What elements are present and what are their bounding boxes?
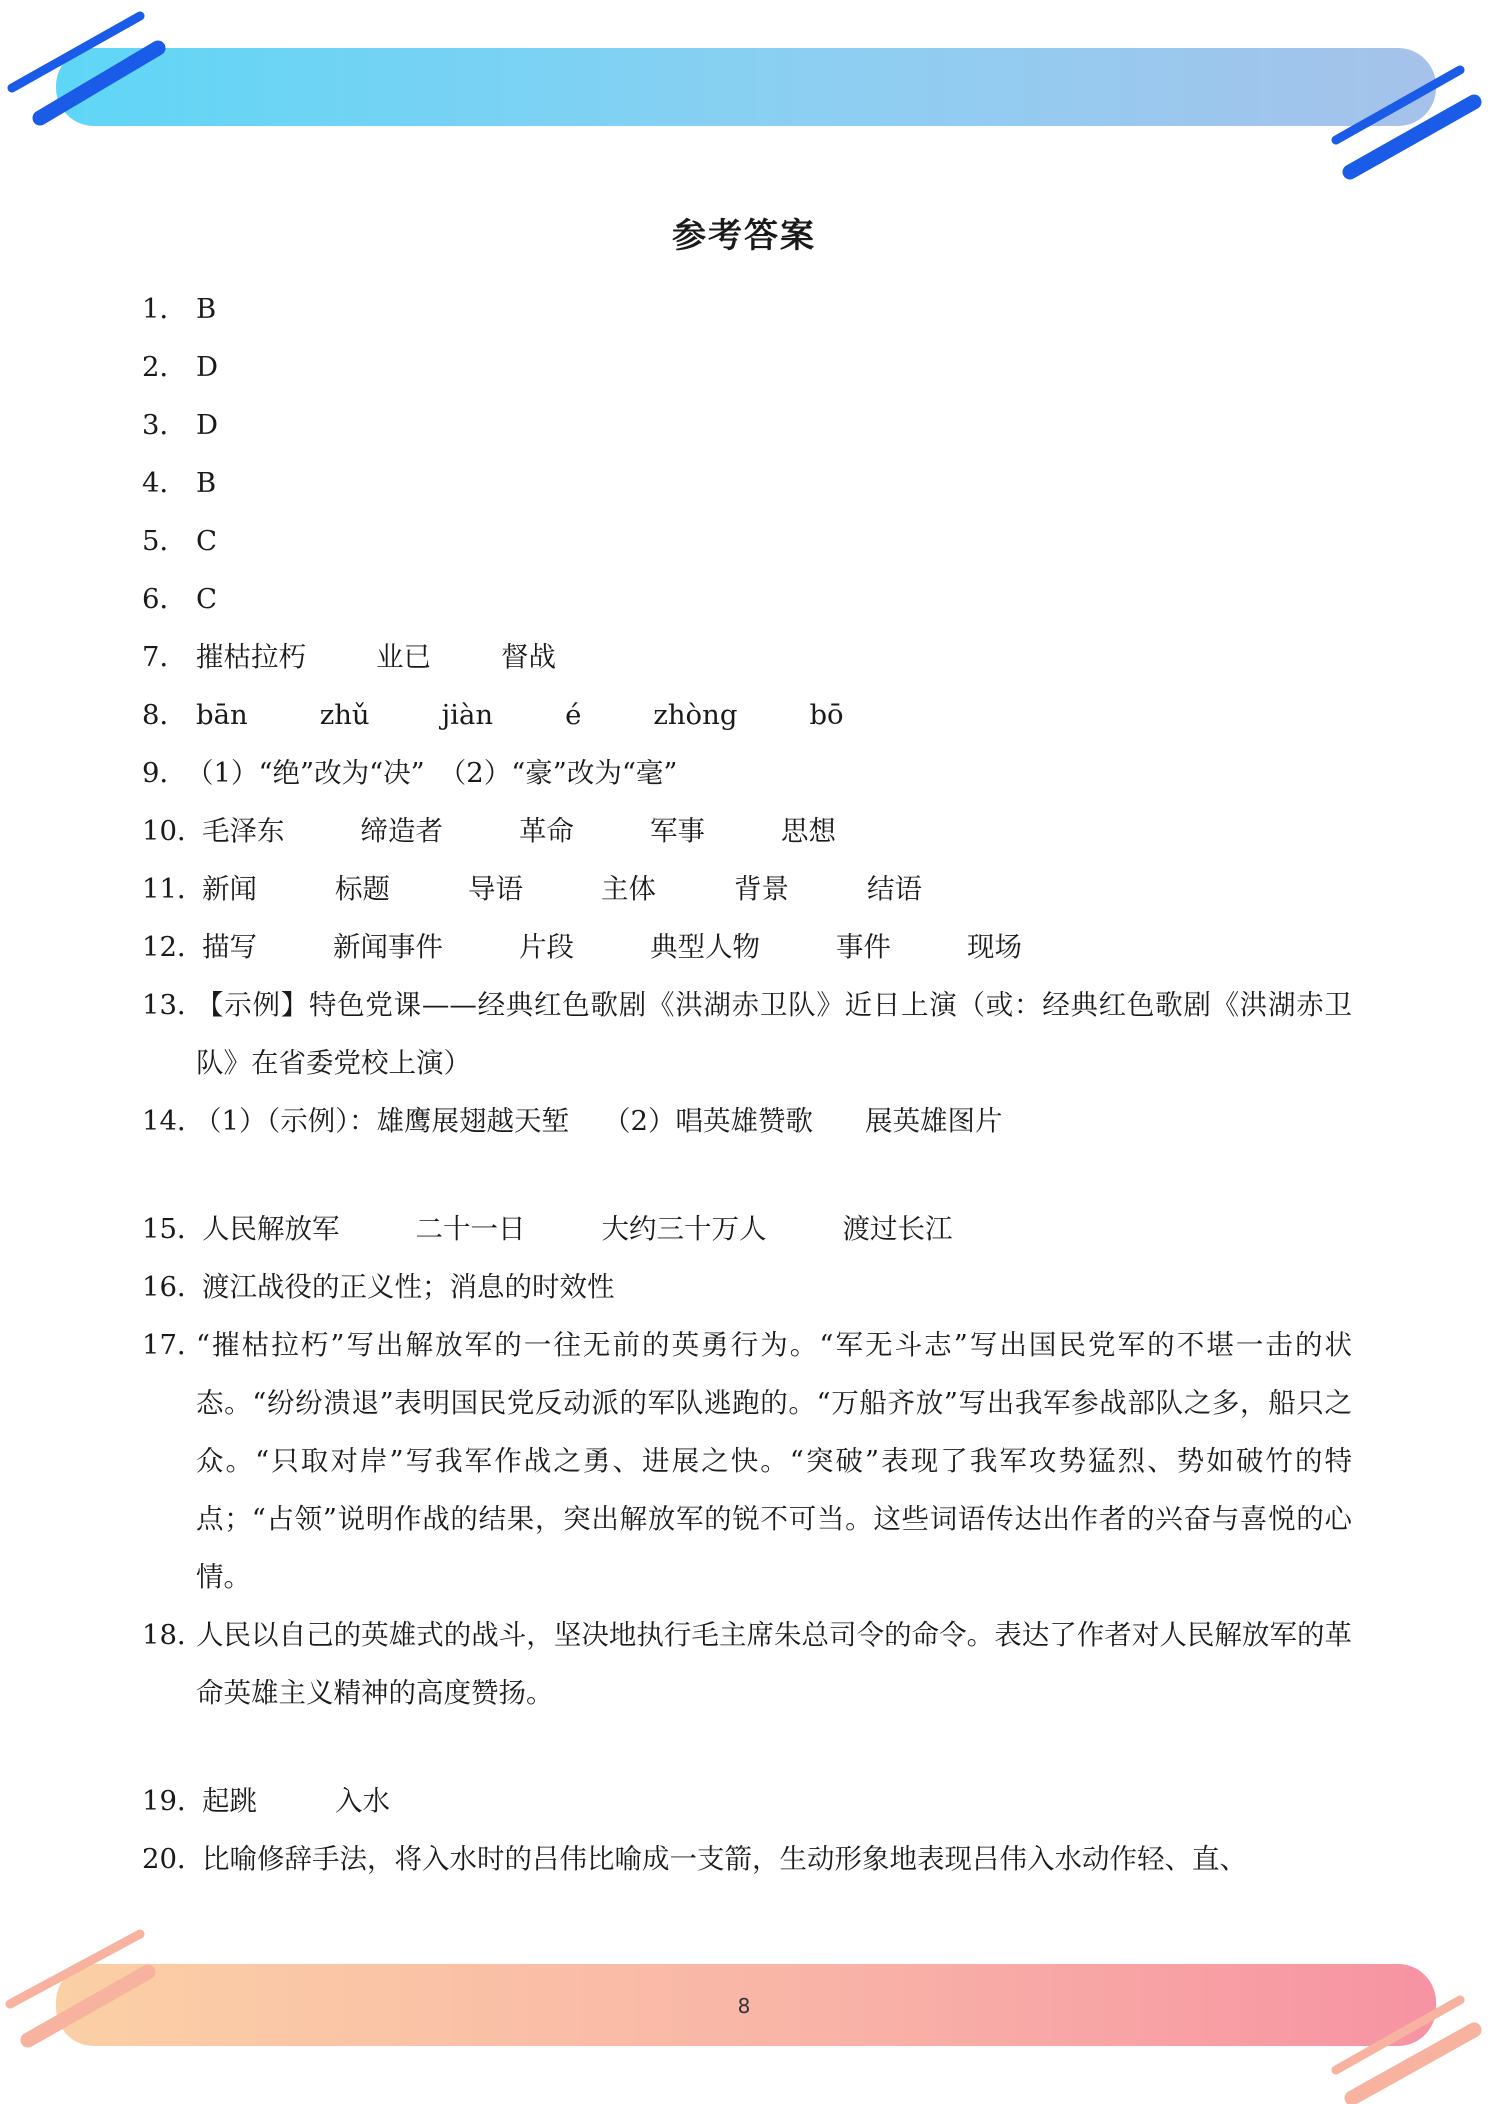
- answer-text: 二十一日: [415, 1213, 526, 1245]
- answer-text: D: [196, 351, 219, 383]
- answer-text: 入水: [335, 1785, 390, 1817]
- answer-text: C: [196, 583, 218, 615]
- answer-row: [142, 628, 1352, 686]
- answer-text: 展英雄图片: [865, 1105, 1003, 1137]
- answer-row: [142, 1200, 1352, 1258]
- answer-number: 16．: [142, 1271, 205, 1303]
- answer-row: [142, 976, 1352, 1092]
- page-title: 参考答案: [672, 216, 816, 256]
- answer-text: D: [196, 409, 219, 441]
- answer-text: （1）（示例）：雄鹰展翅越天堑: [194, 1105, 569, 1137]
- answer-text: 新闻: [202, 873, 257, 905]
- answer-text: 背景: [734, 873, 789, 905]
- answer-text: C: [196, 525, 218, 557]
- answer-text: 描写: [202, 931, 257, 963]
- answer-number: 2．: [142, 351, 187, 383]
- answer-text: 人民以自己的英雄式的战斗，坚决地执行毛主席朱总司令的命令。表达了作者对人民解放军的革命英雄主义精神的高度赞扬。: [196, 1619, 1352, 1709]
- answer-text: 片段: [519, 931, 574, 963]
- answer-number: 11．: [142, 873, 205, 905]
- answer-row: [142, 686, 1352, 744]
- answer-text: 革命: [519, 815, 574, 847]
- answer-number: 8．: [142, 699, 187, 731]
- answer-number: 17．: [142, 1329, 205, 1361]
- answer-text: 新闻事件: [333, 931, 443, 963]
- answer-number: 9．: [142, 757, 187, 789]
- answer-text: 事件: [836, 931, 891, 963]
- answer-text: 督战: [501, 641, 556, 673]
- answer-text: 毛泽东: [202, 815, 285, 847]
- answer-text: 大约三十万人: [601, 1213, 767, 1245]
- answer-number: 13．: [142, 989, 205, 1021]
- answer-number: 14．: [142, 1105, 205, 1137]
- answer-text: B: [196, 293, 217, 325]
- answer-row: [142, 918, 1352, 976]
- answer-number: 1．: [142, 293, 187, 325]
- answer-text: 现场: [967, 931, 1022, 963]
- answer-number: 3．: [142, 409, 187, 441]
- answer-text: 业已: [376, 641, 431, 673]
- answer-text: 渡过长江: [842, 1213, 953, 1245]
- answer-row: [142, 1258, 1352, 1316]
- answer-row: [142, 1606, 1352, 1722]
- answer-text: “摧枯拉朽”写出解放军的一往无前的英勇行为。“军无斗志”写出国民党军的不堪一击的状态。“纷纷溃退”表明国民党反动派的军队逃跑的。“万船齐放”写出我军参战部队之多，船只之众。“只取对岸”写我军作战之勇、进展之快。“突破”表现了我军攻势猛烈、势如破竹的特点；“占领”说明作战的结果，突出解放军的锐不可当。这些词语传达出作者的兴奋与喜悦的心情。: [196, 1329, 1352, 1593]
- answer-text: jiàn: [441, 699, 494, 731]
- answer-text: 比喻修辞手法，将入水时的吕伟比喻成一支箭，生动形象地表现吕伟入水动作轻、直、: [202, 1843, 1247, 1875]
- answer-list: [142, 280, 1352, 1888]
- top-right-stroke-1: [1336, 70, 1460, 140]
- answer-text: zhǔ: [319, 699, 370, 731]
- answer-text: 人民解放军: [202, 1213, 340, 1245]
- answer-text: 标题: [335, 873, 390, 905]
- answer-row: [142, 570, 1352, 628]
- answer-number: 19．: [142, 1785, 205, 1817]
- answer-text: 军事: [650, 815, 705, 847]
- answer-text: bō: [809, 699, 844, 731]
- answer-text: 【示例】特色党课——经典红色歌剧《洪湖赤卫队》近日上演（或：经典红色歌剧《洪湖赤卫队》在省委党校上演）: [196, 989, 1352, 1079]
- answer-row: [142, 744, 1352, 802]
- answer-number: 4．: [142, 467, 187, 499]
- answer-text: 结语: [867, 873, 922, 905]
- answer-text: B: [196, 467, 217, 499]
- answer-row: [142, 280, 1352, 338]
- answer-text: 缔造者: [360, 815, 443, 847]
- answer-row: [142, 802, 1352, 860]
- answer-row: [142, 396, 1352, 454]
- answer-text: 起跳: [202, 1785, 257, 1817]
- answer-number: 12．: [142, 931, 205, 963]
- answer-row: [142, 1092, 1352, 1150]
- answer-text: é: [565, 699, 582, 731]
- answer-number: 18．: [142, 1619, 205, 1651]
- top-right-stroke-2: [1350, 102, 1474, 172]
- page-number: 8: [737, 1994, 751, 2018]
- answer-row: [142, 454, 1352, 512]
- answer-row: [142, 860, 1352, 918]
- answer-row: [142, 1316, 1352, 1606]
- answer-text: 摧枯拉朽: [196, 641, 306, 673]
- answer-row: [142, 512, 1352, 570]
- answer-number: 15．: [142, 1213, 205, 1245]
- answer-number: 20．: [142, 1843, 205, 1875]
- answer-number: 10．: [142, 815, 205, 847]
- answer-text: 导语: [468, 873, 523, 905]
- answer-text: 典型人物: [650, 931, 760, 963]
- answer-number: 7．: [142, 641, 187, 673]
- answer-row: [142, 1772, 1352, 1830]
- answer-text: （2）唱英雄赞歌: [603, 1105, 813, 1137]
- answer-row: [142, 338, 1352, 396]
- answer-number: 5．: [142, 525, 187, 557]
- answer-text: zhòng: [653, 699, 738, 731]
- answer-text: 主体: [601, 873, 656, 905]
- answer-number: 6．: [142, 583, 187, 615]
- bottom-right-stroke-2: [1352, 2030, 1474, 2098]
- answer-text: （1）“绝”改为“决”: [186, 757, 425, 789]
- answer-row: [142, 1830, 1352, 1888]
- answer-text: 渡江战役的正义性；消息的时效性: [202, 1271, 615, 1303]
- answer-text: bān: [196, 699, 248, 731]
- answer-text: 思想: [781, 815, 836, 847]
- answer-text: （2）“豪”改为“毫”: [438, 757, 678, 789]
